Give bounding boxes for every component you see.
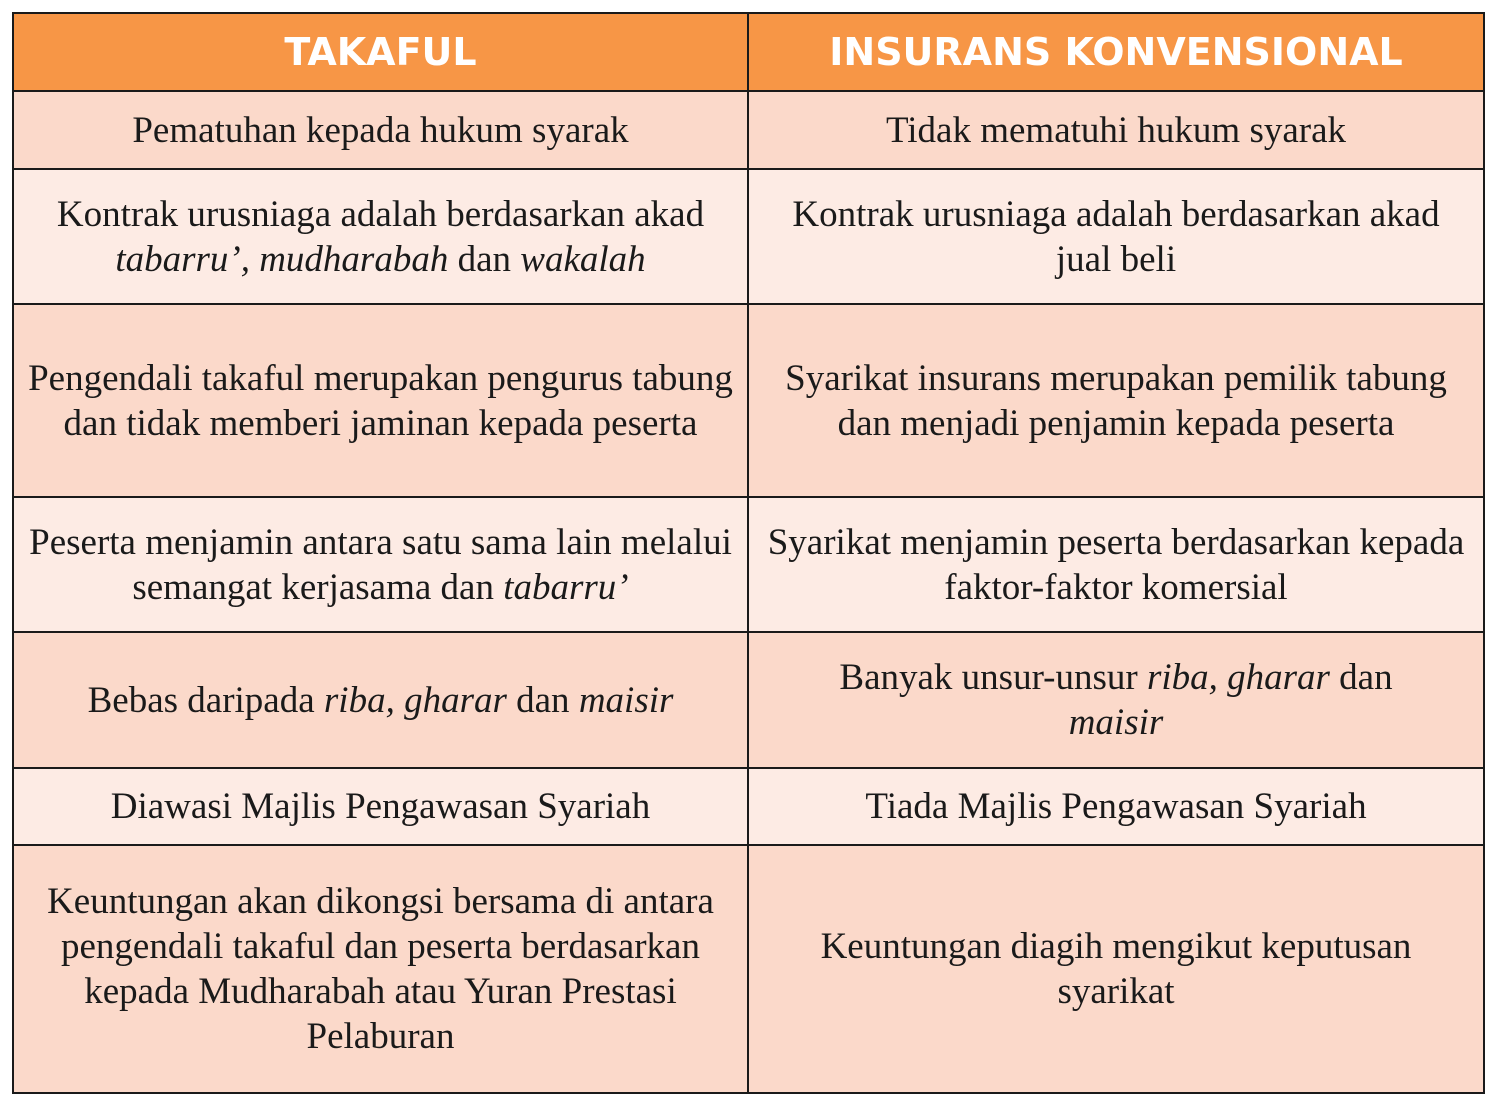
- header-insurans-konvensional: INSURANS KONVENSIONAL: [748, 13, 1484, 91]
- takaful-cell: Pematuhan kepada hukum syarak: [13, 91, 748, 169]
- takaful-cell: Pengendali takaful merupakan pengurus tabung dan tidak memberi jaminan kepada peserta: [13, 304, 748, 497]
- cell-italic-text: maisir: [1068, 702, 1164, 743]
- konvensional-cell: Keuntungan diagih mengikut keputusan syarikat: [748, 845, 1484, 1093]
- cell-text: Bebas daripada: [87, 679, 324, 721]
- cell-text: dan: [1329, 657, 1393, 698]
- cell-italic-text: riba, gharar: [1146, 657, 1330, 698]
- cell-italic-text: tabarru’, mudharabah: [115, 238, 449, 280]
- table-row: [13, 169, 1484, 304]
- cell-italic-text: tabarru’: [503, 566, 629, 608]
- comparison-table: [12, 12, 1485, 1094]
- table-row: [13, 497, 1484, 632]
- table-row: [13, 845, 1484, 1093]
- konvensional-cell: Kontrak urusniaga adalah berdasarkan akad jual beli: [748, 169, 1484, 304]
- cell-italic-text: maisir: [578, 679, 674, 721]
- table-header-row: [13, 13, 1484, 91]
- header-takaful: TAKAFUL: [13, 13, 748, 91]
- takaful-cell: Keuntungan akan dikongsi bersama di antara pengendali takaful dan peserta berdasarkan kepada Mudharabah atau Yuran Prestasi Pelaburan: [13, 845, 748, 1093]
- takaful-cell: [13, 169, 748, 304]
- table-row: [13, 632, 1484, 768]
- cell-text: dan: [506, 679, 579, 721]
- cell-text: Kontrak urusniaga adalah berdasarkan akad: [56, 193, 705, 235]
- table-row: [13, 768, 1484, 845]
- konvensional-cell: Tiada Majlis Pengawasan Syariah: [748, 768, 1484, 845]
- cell-text: dan: [448, 238, 521, 280]
- table-row: [13, 304, 1484, 497]
- konvensional-cell: Syarikat insurans merupakan pemilik tabung dan menjadi penjamin kepada peserta: [748, 304, 1484, 497]
- cell-italic-text: wakalah: [520, 238, 646, 280]
- cell-italic-text: riba, gharar: [323, 679, 507, 721]
- takaful-cell: [13, 497, 748, 632]
- takaful-cell: Diawasi Majlis Pengawasan Syariah: [13, 768, 748, 845]
- cell-text: Peserta menjamin antara satu sama lain melalui semangat kerjasama dan: [29, 521, 732, 608]
- table-row: [13, 91, 1484, 169]
- konvensional-cell: Syarikat menjamin peserta berdasarkan kepada faktor-faktor komersial: [748, 497, 1484, 632]
- konvensional-cell: Tidak mematuhi hukum syarak: [748, 91, 1484, 169]
- konvensional-cell: [748, 632, 1484, 768]
- takaful-cell: [13, 632, 748, 768]
- cell-text: Banyak unsur-unsur: [839, 657, 1147, 698]
